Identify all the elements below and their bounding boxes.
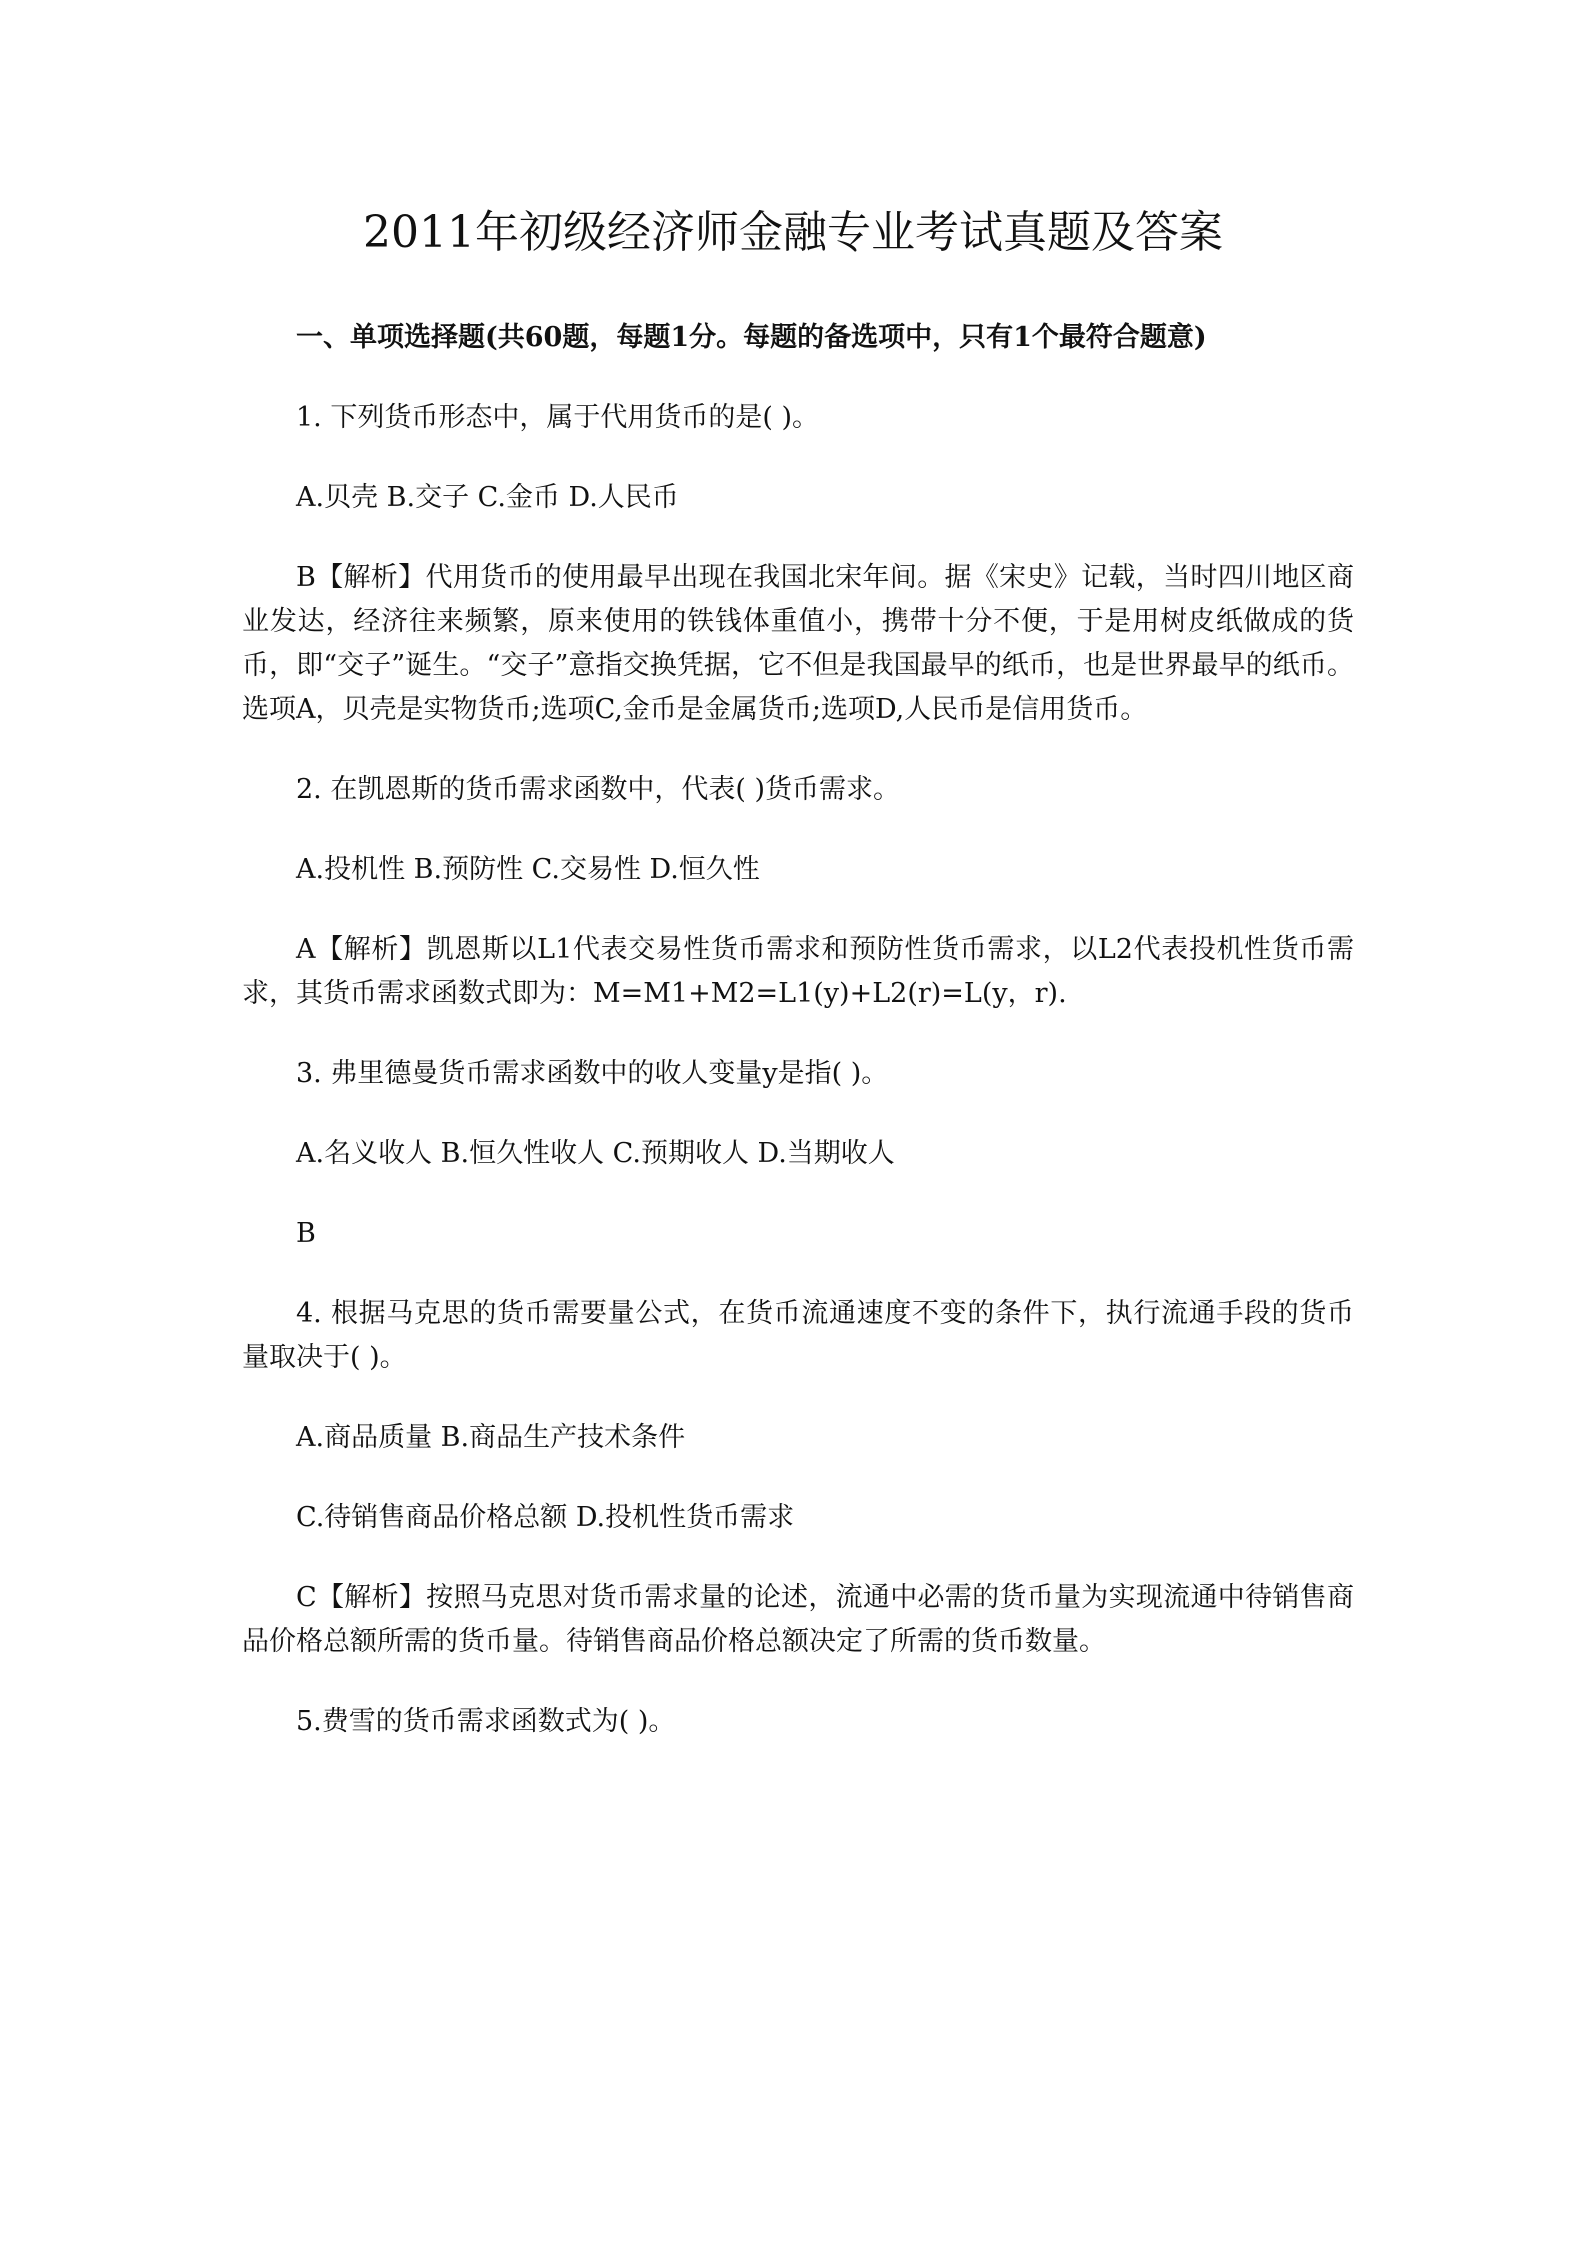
question-4-options-cd: C.待销售商品价格总额 D.投机性货币需求 <box>296 1502 795 1533</box>
document-title: 2011年初级经济师金融专业考试真题及答案 <box>363 207 1223 258</box>
question-1-options: A.贝壳 B.交子 C.金币 D.人民币 <box>296 482 679 513</box>
document-body <box>242 316 1354 1780</box>
question-2-options: A.投机性 B.预防性 C.交易性 D.恒久性 <box>296 854 760 885</box>
question-4: 4. 根据马克思的货币需要量公式，在货币流通速度不变的条件下，执行流通手段的货币量取决于( )。 <box>242 1298 1354 1373</box>
question-3-answer: B <box>296 1218 316 1249</box>
question-4-answer: C【解析】按照马克思对货币需求量的论述，流通中必需的货币量为实现流通中待销售商品价格总额所需的货币量。待销售商品价格总额决定了所需的货币数量。 <box>242 1582 1354 1657</box>
section-heading: 一、单项选择题(共60题，每题1分。每题的备选项中，只有1个最符合题意) <box>296 322 1207 353</box>
question-3: 3. 弗里德曼货币需求函数中的收人变量y是指( )。 <box>296 1058 889 1089</box>
question-4-options-ab: A.商品质量 B.商品生产技术条件 <box>296 1422 686 1453</box>
question-1-answer: B【解析】代用货币的使用最早出现在我国北宋年间。据《宋史》记载，当时四川地区商业发达，经济往来频繁，原来使用的铁钱体重值小，携带十分不便，于是用树皮纸做成的货币，即“交子”诞生。“交子”意指交换凭据，它不但是我国最早的纸币，也是世界最早的纸币。选项A，贝壳是实物货币;选项C,金币是金属货币;选项D,人民币是信用货币。 <box>242 562 1354 725</box>
question-1: 1. 下列货币形态中，属于代用货币的是( )。 <box>296 402 819 433</box>
question-5: 5.费雪的货币需求函数式为( )。 <box>296 1706 676 1737</box>
question-2: 2. 在凯恩斯的货币需求函数中，代表( )货币需求。 <box>296 774 900 805</box>
question-3-options: A.名义收人 B.恒久性收人 C.预期收人 D.当期收人 <box>296 1138 895 1169</box>
question-2-answer: A【解析】凯恩斯以L1代表交易性货币需求和预防性货币需求，以L2代表投机性货币需求，其货币需求函数式即为：M=M1+M2=L1(y)+L2(r)=L(y，r). <box>242 934 1354 1009</box>
